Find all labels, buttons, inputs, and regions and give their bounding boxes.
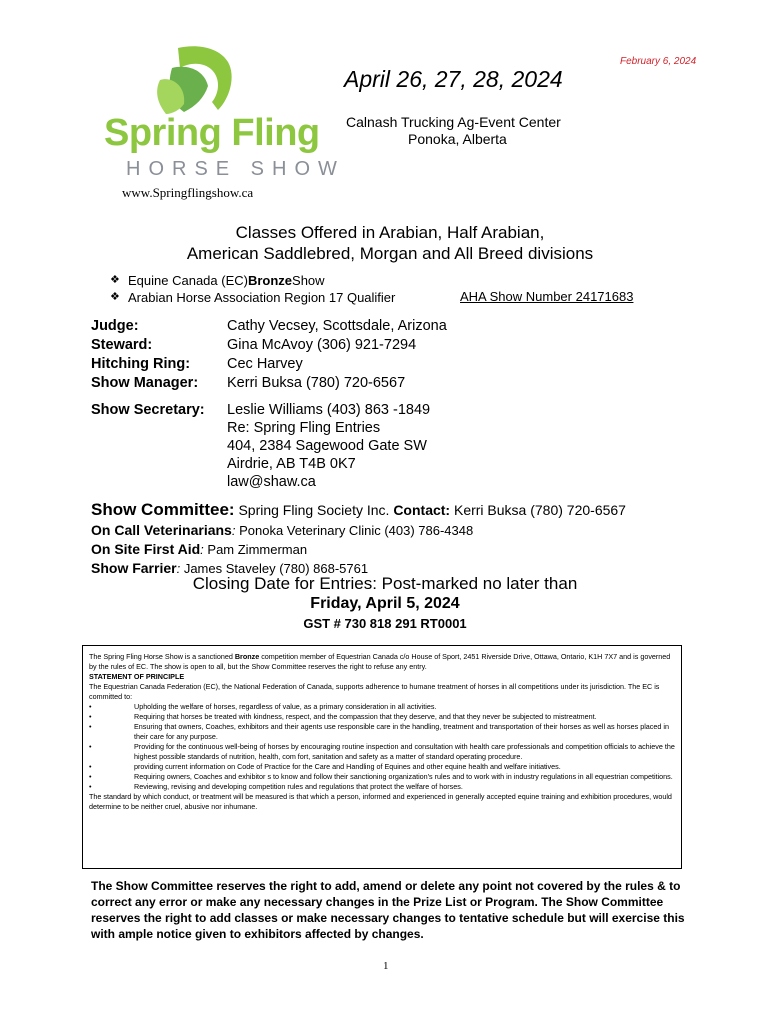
secretary-email: law@shaw.ca <box>227 474 316 490</box>
gst-number: GST # 730 818 291 RT0001 <box>303 616 467 631</box>
support-contacts <box>91 521 473 578</box>
officials-list <box>91 317 447 393</box>
committee-reservation-notice: The Show Committee reserves the right to add, amend or delete any point not covered by the rules & to correct any error or make any necessary changes in the Prize List or Program. The Show Committee reserves the right to add classes or make necessary changes to tentative schedule but will exercise this with ample notice given to exhibitors affected by changes. <box>91 879 685 941</box>
show-committee: Show Committee: Spring Fling Society Inc. Contact: Kerri Buksa (780) 720-6567 <box>91 500 626 519</box>
document-date: February 6, 2024 <box>620 56 697 67</box>
list-item: • Reviewing, revising and developing competition rules and regulations that protect the welfare of horses. <box>89 782 463 791</box>
official-row: Hitching Ring: Cec Harvey <box>91 356 303 372</box>
list-item: • Upholding the welfare of horses, regardless of value, as a primary consideration in all activities. <box>89 702 437 711</box>
list-item: • providing current information on Code of Practice for the Care and Handling of Equines and other equine health and welfare initiatives. <box>89 762 561 771</box>
diamond-bullet-icon: ❖ <box>110 291 120 303</box>
event-dates: April 26, 27, 28, 2024 <box>344 66 563 92</box>
principles-heading: STATEMENT OF PRINCIPLE <box>89 672 185 681</box>
official-row: Steward: Gina McAvoy (306) 921-7294 <box>91 337 417 353</box>
official-row: Show Manager: Kerri Buksa (780) 720-6567 <box>91 375 406 391</box>
closing-date: Friday, April 5, 2024 <box>310 595 460 612</box>
venue-location: Ponoka, Alberta <box>408 131 507 147</box>
list-item: ❖ Equine Canada (EC) Bronze Show <box>110 273 325 288</box>
page-number: 1 <box>383 960 389 972</box>
website-url: www.Springflingshow.ca <box>122 185 254 200</box>
list-item: • Ensuring that owners, Coaches, exhibitors and their agents use responsible care in the handling, treatment and transportation of their horses as well as horses placed in their care for any purpose. <box>89 722 669 741</box>
official-row: Judge: Cathy Vecsey, Scottsdale, Arizona <box>91 318 447 334</box>
logo-subtitle: HORSE SHOW <box>126 158 345 180</box>
show-secretary: Show Secretary: Leslie Williams (403) 863 -1849 Re: Spring Fling Entries 404, 2384 Sagewood Gate SW Airdrie, AB T4B 0K7 law@shaw.ca <box>91 402 431 490</box>
conduct-standard: The standard by which conduct, or treatment will be measured is that which a person, informed and experienced in generally accepted equine training and exhibition procedures, would determine to be neither cruel, abusive nor inhumane. <box>89 792 672 811</box>
contact-row: On Call Veterinarians: Ponoka Veterinary Clinic (403) 786-4348 <box>91 522 474 538</box>
contact-row: Show Farrier: James Staveley (780) 868-5761 <box>91 560 369 576</box>
principles-box <box>82 645 682 869</box>
logo-title: Spring Fling <box>104 112 320 154</box>
classes-offered <box>80 222 700 264</box>
list-item: • Requiring that horses be treated with kindness, respect, and the compassion that they deserve, and that they never be subjected to mistreatment. <box>89 712 597 721</box>
classes-line-2: American Saddlebred, Morgan and All Breed divisions <box>186 244 594 263</box>
list-item: • Providing for the continuous well-being of horses by encouraging routine inspection and consultation with health care professionals and competition officials to achieve the highest possible standards of nutrition, health, com fort, sanitation and safety as a matter of standard operating procedure. <box>89 742 675 761</box>
aha-show-number: AHA Show Number 24171683 <box>460 289 634 304</box>
secretary-address: Leslie Williams (403) 863 -1849 Re: Spring Fling Entries 404, 2384 Sagewood Gate SW Airdrie, AB T4B 0K7 law@shaw.ca <box>227 402 431 490</box>
venue-name: Calnash Trucking Ag-Event Center <box>346 114 561 130</box>
classes-line-1: Classes Offered in Arabian, Half Arabian, <box>235 223 545 242</box>
show-status-list <box>110 272 395 306</box>
closing-date-line: Closing Date for Entries: Post-marked no later than <box>192 574 578 593</box>
list-item: • Requiring owners, Coaches and exhibitor s to know and follow their sanctioning organization's rules and to work with in industry regulations in all equestrian competitions. <box>89 772 673 781</box>
contact-row: On Site First Aid: Pam Zimmerman <box>91 541 308 557</box>
sanction-statement: The Spring Fling Horse Show is a sanctioned Bronze competition member of Equestrian Canada c/o House of Sport, 2451 Riverside Drive, Ottawa, Ontario, K1H 7X7 and is governed by the rules of EC. The show is open to all, but the Show Committee reserves the right to refuse any entry. <box>89 652 671 671</box>
diamond-bullet-icon: ❖ <box>110 274 120 286</box>
principles-paragraph: The Equestrian Canada Federation (EC), the National Federation of Canada, supports adherence to humane treatment of horses in all competitions under its jurisdiction. The EC is committed to: <box>89 682 660 701</box>
list-item: ❖ Arabian Horse Association Region 17 Qualifier <box>110 290 396 305</box>
